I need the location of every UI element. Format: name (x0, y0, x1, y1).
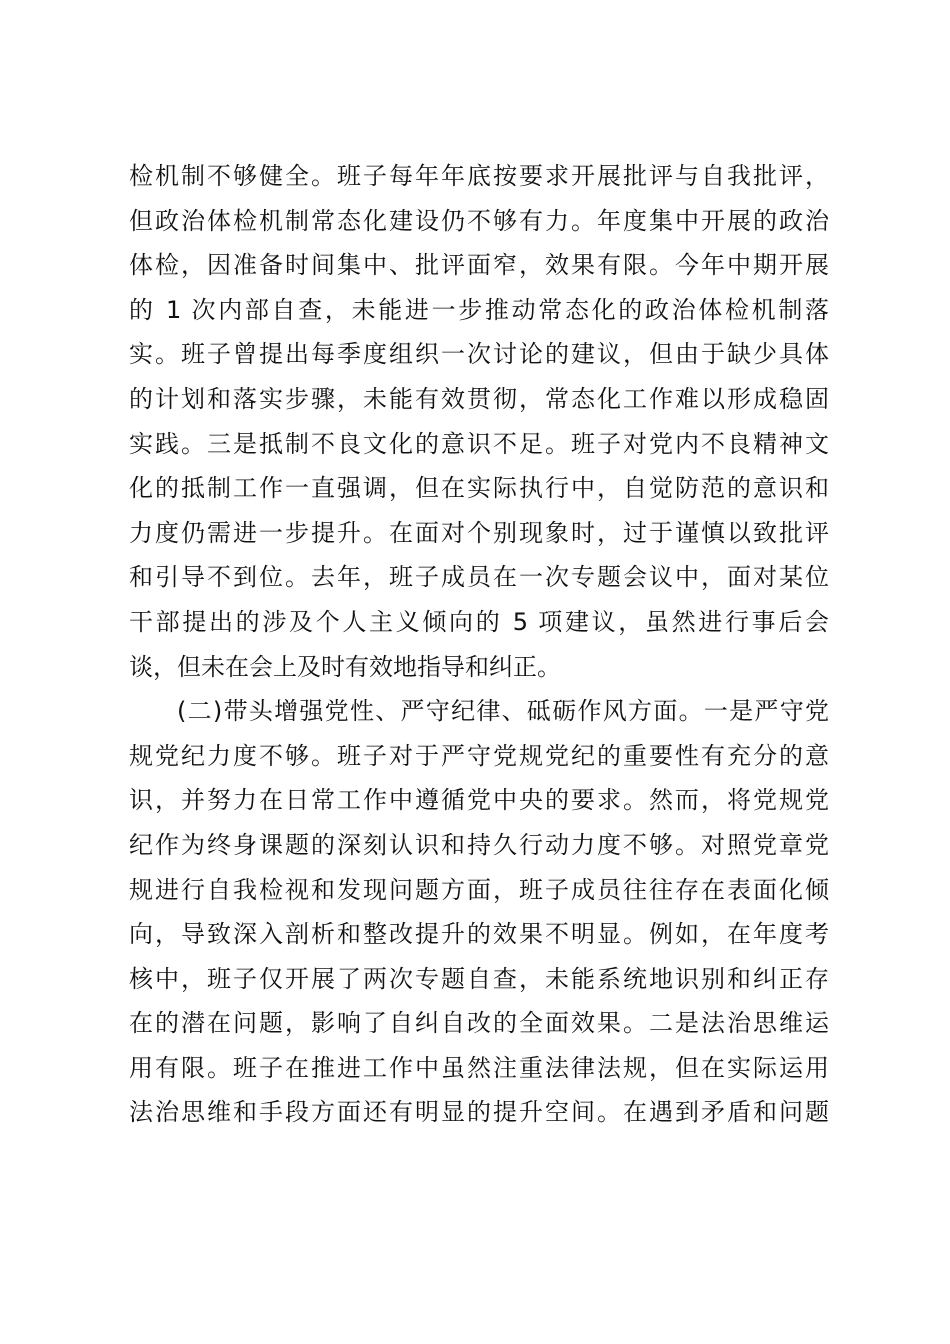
text-line: 在的潜在问题，影响了自纠自改的全面效果。二是法治思维运 (129, 1009, 829, 1038)
paragraph-1 (129, 154, 829, 689)
text-line: 规进行自我检视和发现问题方面，班子成员往往存在表面化倾 (129, 875, 829, 904)
text-line: 干部提出的涉及个人主义倾向的 5 项建议，虽然进行事后会 (129, 607, 829, 636)
text-line: (二)带头增强党性、严守纪律、砥砺作风方面。一是严守党 (177, 697, 829, 726)
text-line: 用有限。班子在推进工作中虽然注重法律法规，但在实际运用 (129, 1053, 829, 1082)
text-line: 实践。三是抵制不良文化的意识不足。班子对党内不良精神文 (129, 429, 829, 458)
text-line: 检机制不够健全。班子每年年底按要求开展批评与自我批评， (129, 162, 829, 190)
paragraph-2 (129, 689, 829, 1135)
text-line: 识，并努力在日常工作中遵循党中央的要求。然而，将党规党 (129, 786, 829, 815)
text-line: 实。班子曾提出每季度组织一次讨论的建议，但由于缺少具体 (129, 340, 829, 369)
text-line: 力度仍需进一步提升。在面对个别现象时，过于谨慎以致批评 (129, 518, 829, 547)
text-line: 的 1 次内部自查，未能进一步推动常态化的政治体检机制落 (129, 295, 829, 324)
text-line: 法治思维和手段方面还有明显的提升空间。在遇到矛盾和问题 (129, 1098, 829, 1127)
text-line: 的计划和落实步骤，未能有效贯彻，常态化工作难以形成稳固 (129, 384, 829, 413)
text-line: 纪作为终身课题的深刻认识和持久行动力度不够。对照党章党 (129, 830, 829, 859)
text-line: 谈，但未在会上及时有效地指导和纠正。 (129, 652, 561, 681)
text-line: 核中，班子仅开展了两次专题自查，未能系统地识别和纠正存 (129, 964, 829, 993)
text-line: 规党纪力度不够。班子对于严守党规党纪的重要性有充分的意 (129, 741, 829, 770)
text-line: 和引导不到位。去年，班子成员在一次专题会议中，面对某位 (129, 563, 829, 592)
text-line: 向，导致深入剖析和整改提升的效果不明显。例如，在年度考 (129, 920, 829, 949)
text-line: 但政治体检机制常态化建设仍不够有力。年度集中开展的政治 (129, 206, 829, 235)
document-body (129, 154, 829, 1135)
text-line: 体检，因准备时间集中、批评面窄，效果有限。今年中期开展 (129, 251, 829, 280)
text-line: 化的抵制工作一直强调，但在实际执行中，自觉防范的意识和 (129, 474, 829, 503)
